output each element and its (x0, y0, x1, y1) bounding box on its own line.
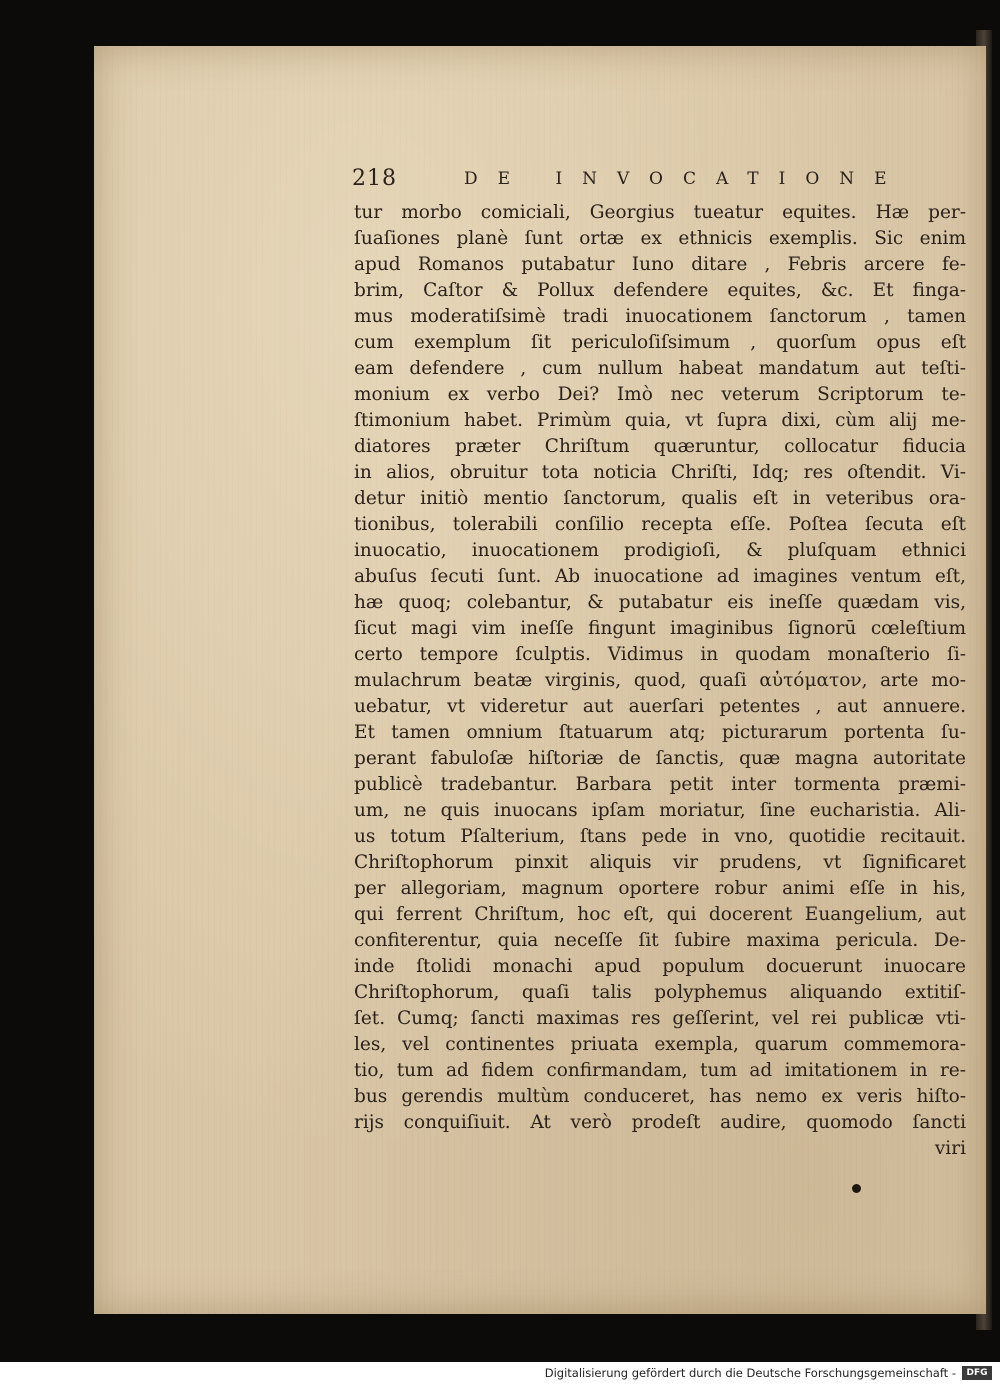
text-line: detur initiò mentio ſanctorum, qualis eſt in veteribus ora- (354, 488, 966, 509)
running-head-title: DE INVOCATIONE (464, 169, 907, 189)
catchword: viri (934, 1138, 966, 1159)
text-line: bus gerendis multùm conduceret, has nemo ex veris hiſto- (354, 1086, 966, 1107)
text-line: ſuaſiones planè ſunt ortæ ex ethnicis exemplis. Sic enim (354, 228, 966, 249)
text-line: Chriſtophorum pinxit aliquis vir prudens, vt ſignificaret (354, 852, 966, 873)
text-line: ſicut magi vim ineſſe fingunt imaginibus ſignorū cœleſtium (354, 618, 966, 639)
text-line: abuſus ſecuti ſunt. Ab inuocatione ad imagines ventum eſt, (354, 566, 966, 587)
text-line: in alios, obruitur tota noticia Chriſti, Idq; res oſtendit. Vi- (354, 462, 966, 483)
text-line: tio, tum ad fidem confirmandam, tum ad imitationem in re- (354, 1060, 966, 1081)
text-line: publicè tradebantur. Barbara petit inter tormenta præmi- (354, 774, 966, 795)
text-line: apud Romanos putabatur Iuno ditare , Febris arcere fe- (354, 254, 966, 275)
text-line: brim, Caſtor & Pollux defendere equites, &c. Et finga- (354, 280, 966, 301)
running-head (352, 166, 907, 192)
funding-credit: Digitalisierung gefördert durch die Deutsche Forschungsgemeinschaft - (544, 1366, 956, 1380)
text-line: tionibus, tolerabili conſilio recepta eſſe. Poſtea ſecuta eſt (354, 514, 966, 535)
text-line: ſet. Cumq; ſancti maximas res geſſerint, vel rei publicæ vti- (354, 1008, 966, 1029)
text-line: ſtimonium habet. Primùm quia, vt ſupra dixi, cùm alij me- (354, 410, 966, 431)
text-line: per allegoriam, magnum oportere robur animi eſſe in his, (354, 878, 966, 899)
dfg-logo: DFG (962, 1366, 992, 1380)
text-line: mus moderatiſsimè tradi inuocationem ſanctorum , tamen (354, 306, 966, 327)
text-block (354, 200, 966, 1162)
text-line: certo tempore ſculptis. Vidimus in quodam monaſterio ſi- (354, 644, 966, 665)
footer-bar (0, 1362, 1000, 1384)
ink-spot (852, 1184, 861, 1193)
text-line: us totum Pſalterium, ſtans pede in vno, quotidie recitauit. (354, 826, 966, 847)
text-line: perant fabuloſæ hiſtoriæ de ſanctis, quæ magna autoritate (354, 748, 966, 769)
text-line: uebatur, vt videretur aut auerſari petentes , aut annuere. (354, 696, 966, 717)
text-line: monium ex verbo Dei? Imò nec veterum Scriptorum te- (354, 384, 966, 405)
text-line: inde ſtolidi monachi apud populum docuerunt inuocare (354, 956, 966, 977)
text-line: eam defendere , cum nullum habeat mandatum aut teſti- (354, 358, 966, 379)
text-line: hæ quoq; colebantur, & putabatur eis ineſſe quædam vis, (354, 592, 966, 613)
text-line: confiterentur, quia neceſſe ſit ſubire maxima pericula. De- (354, 930, 966, 951)
text-line: inuocatio, inuocationem prodigioſi, & pluſquam ethnici (354, 540, 966, 561)
text-line: diatores præter Chriſtum quæruntur, collocatur fiducia (354, 436, 966, 457)
text-line: cum exemplum ſit periculoſiſsimum , quorſum opus eſt (354, 332, 966, 353)
text-line: qui ferrent Chriſtum, hoc eſt, qui docerent Euangelium, aut (354, 904, 966, 925)
text-line: Et tamen omnium ſtatuarum atq; picturarum portenta ſu- (354, 722, 966, 743)
text-line: um, ne quis inuocans ipſam moriatur, ſine eucharistia. Ali- (354, 800, 966, 821)
text-line: mulachrum beatæ virginis, quod, quaſi αὐτόματον, arte mo- (354, 670, 966, 691)
text-line: Chriſtophorum, quaſi talis polyphemus aliquando extitiſ- (354, 982, 966, 1003)
text-line: les, vel continentes priuata exempla, quarum commemora- (354, 1034, 966, 1055)
text-line: rijs conquiſiuit. At verò prodeſt audire, quomodo ſancti (354, 1112, 966, 1133)
text-line: tur morbo comiciali, Georgius tueatur equites. Hæ per- (354, 202, 966, 223)
page-number: 218 (352, 166, 397, 191)
